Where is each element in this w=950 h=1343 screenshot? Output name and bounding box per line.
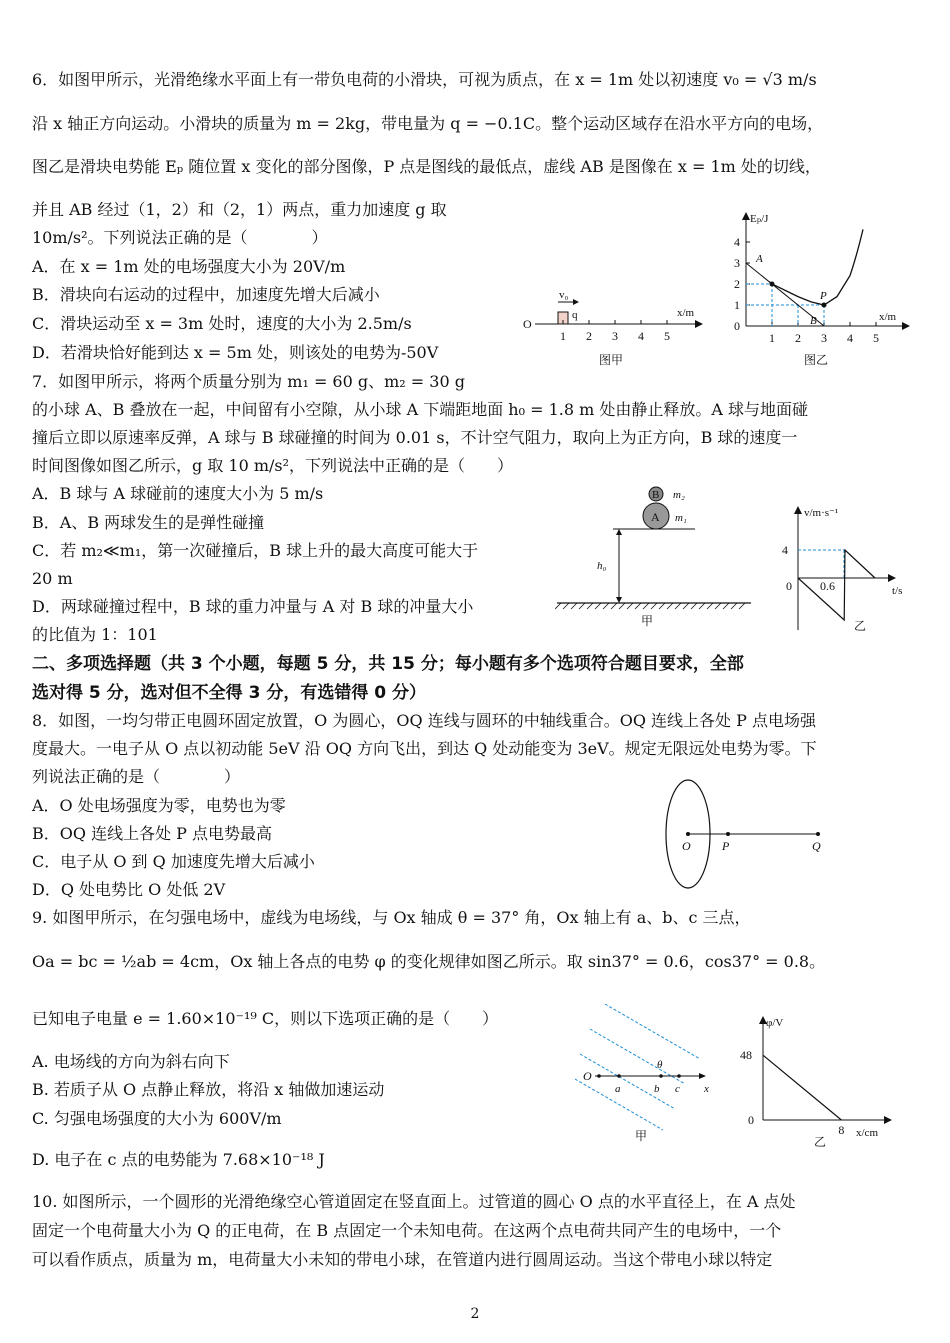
fig7b-xlabel: t/s [892,585,903,597]
fig6b-caption: 图乙 [804,353,829,367]
q6-line-4: 并且 AB 经过（1，2）和（2，1）两点，重力加速度 g 取 [32,200,447,219]
fig6b-xtick-label: 5 [873,331,879,345]
fig6b-point-a [770,282,775,287]
fig9a-theta: θ [657,1059,663,1071]
q10-line-3: 可以看作质点，质量为 m，电荷量大小未知的带电小球，在管道内进行圆周运动。当这个带电小球以特定 [32,1250,773,1269]
fig6-jia [515,284,705,374]
fig9b-origin: 0 [748,1113,754,1127]
q7-option-d-cont: 的比值为 1：101 [32,625,158,644]
fig7a-m2: m₂ [673,489,685,501]
fig7a-ball-b-label: B [652,489,660,501]
fig6b-xlabel: x/m [879,311,897,323]
fig9a-point-b [659,1074,663,1078]
fig9-jia [575,1004,725,1144]
q7-line-4: 时间图像如图乙所示，g 取 10 m/s²，下列说法中正确的是（ ） [32,456,514,475]
fig6b-xtick-label: 1 [769,331,775,345]
fig6b-xtick-label: 4 [847,331,853,345]
q7-line-3: 撞后立即以原速率反弹，A 球与 B 球碰撞的时间为 0.01 s，不计空气阻力，取向上为正方向，B 球的速度一 [32,428,798,447]
q9-option-b: B. 若质子从 O 点静止释放，将沿 x 轴做加速运动 [32,1080,385,1099]
q6-line-2: 沿 x 轴正方向运动。小滑块的质量为 m = 2kg，带电量为 q = −0.1C。整个运动区域存在沿水平方向的电场， [32,114,824,133]
fig9b-caption: 乙 [814,1135,827,1149]
q6-line-3: 图乙是滑块电势能 Eₚ 随位置 x 变化的部分图像，P 点是图线的最低点，虚线 AB 是图像在 x = 1m 处的切线， [32,157,821,176]
fig6a-tick-5: 5 [664,329,670,343]
fig6a-tick-3: 3 [612,329,618,343]
fig7b-v4-label: 4 [782,543,788,557]
fig9a-x-axis-arrow [699,1073,706,1079]
section-2-heading-2: 选对得 5 分，选对但不全得 3 分，有选错得 0 分） [32,683,426,703]
fig9a-label-b: b [654,1083,660,1095]
q7-option-c: C．若 m₂≪m₁，第一次碰撞后，B 球上升的最大高度可能大于 [32,541,479,560]
q10-line-1: 10. 如图所示，一个圆形的光滑绝缘空心管道固定在竖直面上。过管道的圆心 O 点的水平直径上，在 A 点处 [32,1192,796,1211]
fig7a-caption: 甲 [641,614,654,628]
fig7a-h0: h₀ [597,560,607,572]
q7-option-d: D．两球碰撞过程中，B 球的重力冲量与 A 对 B 球的冲量大小 [32,597,474,616]
fig9a-label-x: x [704,1083,709,1095]
q10-line-2: 固定一个电荷量大小为 Q 的正电荷，在 B 点固定一个未知电荷。在这两个点电荷共同产生的电场中，一个 [32,1221,782,1240]
fig9a-caption: 甲 [635,1129,648,1143]
fig9a-label-a: a [615,1083,621,1095]
fig7a-ground-hatch [555,603,745,609]
q8-option-d: D．Q 处电势比 O 处低 2V [32,880,226,899]
q9-line-3: 已知电子电量 e = 1.60×10⁻¹⁹ C，则以下选项正确的是（ ） [32,1009,499,1028]
fig7b-velocity-line [798,550,875,620]
q7-option-b: B．A、B 两球发生的是弹性碰撞 [32,513,265,532]
fig8-ring-diagram [660,778,840,893]
section-2-heading-1: 二、多项选择题（共 3 个小题，每题 5 分，共 15 分；每小题有多个选项符合题目要求，全部 [32,654,744,674]
fig6a-axis-label: x/m [677,307,695,319]
fig8-point-q [816,832,820,836]
fig6a-ticks [563,320,667,324]
fig6a-axis-arrow [695,320,703,328]
q6-line-5: 10m/s²。下列说法正确的是（ ） [32,228,328,247]
fig9b-y48-label: 48 [740,1048,752,1063]
q6-option-b: B．滑块向右运动的过程中，加速度先增大后减小 [32,285,380,304]
fig6b-xtick-label: 2 [795,331,801,345]
fig6b-ylabel: Eₚ/J [750,213,769,225]
fig9a-label-o: O [583,1069,592,1083]
q9-line-1: 9. 如图甲所示，在匀强电场中，虚线为电场线，与 Ox 轴成 θ = 37° 角，Ox 轴上有 a、b、c 三点， [32,908,751,927]
q6-line-1: 6．如图甲所示，光滑绝缘水平面上有一带负电荷的小滑块，可视为质点，在 x = 1m 处以初速度 v₀ = √3 m/s [32,70,817,89]
q7-line-1: 7．如图甲所示，将两个质量分别为 m₁ = 60 g、m₂ = 30 g [32,372,465,391]
fig9a-point-c [677,1074,681,1078]
q9-option-c: C. 匀强电场强度的大小为 600V/m [32,1109,282,1128]
fig8-point-p [726,832,730,836]
fig6b-origin: 0 [734,319,740,333]
fig8-label-p: P [722,839,730,853]
fig9a-field-lines [575,1004,700,1130]
fig6b-ytick-label: 1 [734,298,740,312]
fig7a-ball-a-label: A [651,510,660,524]
fig6b-xtick-label: 3 [821,331,827,345]
fig9b-potential-line [763,1055,841,1120]
fig9a-point-o [597,1074,601,1078]
fig9-yi-chart [738,1012,908,1152]
fig6a-velocity-arrowhead [573,299,579,305]
q8-option-a: A．O 处电场强度为零，电势也为零 [32,796,286,815]
fig6-yi-chart [722,208,912,373]
fig7b-caption: 乙 [854,619,867,633]
q8-line-1: 8．如图，一均匀带正电圆环固定放置，O 为圆心，OQ 连线与圆环的中轴线重合。OQ 连线上各处 P 点电场强 [32,711,816,730]
fig7a-height-arrow-bottom [616,597,622,603]
fig6b-label-p: P [820,290,827,302]
fig7-jia [555,485,755,635]
fig9b-ylabel: φ/V [766,1017,784,1029]
fig7a-height-arrow-top [616,529,622,535]
fig8-label-q: Q [812,839,821,853]
fig6b-label-b: B [810,315,817,327]
fig7-yi-chart [778,502,918,637]
fig6b-label-a: A [756,253,763,265]
fig7b-ylabel: v/m·s⁻¹ [804,507,839,519]
fig6a-origin: O [523,317,532,331]
fig9b-axes [759,1016,892,1124]
q8-option-b: B．OQ 连线上各处 P 点电势最高 [32,824,273,843]
fig6a-caption: 图甲 [599,353,624,367]
fig6b-ytick-label: 2 [734,277,740,291]
fig9b-x8-label: 8 [838,1123,845,1137]
fig9a-point-a [617,1074,621,1078]
q6-option-d: D．若滑块恰好能到达 x = 5m 处，则该处的电势为-50V [32,343,439,362]
fig6a-tick-1: 1 [560,329,566,343]
q8-option-c: C．电子从 O 到 Q 加速度先增大后减小 [32,852,315,871]
fig6b-point-p [822,303,827,308]
fig9b-xlabel: x/cm [856,1127,878,1139]
fig6b-ytick-label: 3 [734,256,740,270]
q8-line-3: 列说法正确的是（ ） [32,767,241,786]
q9-line-2: Oa = bc = ½ab = 4cm，Ox 轴上各点的电势 φ 的变化规律如图乙所示。取 sin37° = 0.6，cos37° = 0.8。 [32,952,826,971]
fig7a-m1: m₁ [675,512,687,524]
fig6a-q: q [572,309,578,321]
q7-line-2: 的小球 A、B 叠放在一起，中间留有小空隙，从小球 A 下端距地面 h₀ = 1.8 m 处由静止释放。A 球与地面碰 [32,400,809,419]
q7-option-c-cont: 20 m [32,569,73,588]
q8-line-2: 度最大。一电子从 O 点以初动能 5eV 沿 OQ 方向飞出，到达 Q 处动能变为 3eV。规定无限远处电势为零。下 [32,739,817,758]
q6-option-a: A．在 x = 1m 处的电场强度大小为 20V/m [32,257,346,276]
fig7b-origin: 0 [786,579,792,593]
fig8-label-o: O [682,839,691,853]
fig6a-v0: v₀ [559,289,569,301]
fig6a-tick-2: 2 [586,329,592,343]
fig8-point-o [686,832,690,836]
q9-option-d: D. 电子在 c 点的电势能为 7.68×10⁻¹⁸ J [32,1150,325,1169]
q7-option-a: A．B 球与 A 球碰前的速度大小为 5 m/s [32,484,324,503]
page-number: 2 [470,1306,480,1322]
q9-option-a: A. 电场线的方向为斜右向下 [32,1052,230,1071]
fig9a-label-c: c [675,1083,680,1095]
fig6a-tick-4: 4 [638,329,644,343]
fig6b-ytick-label: 4 [734,235,740,249]
q6-option-c: C．滑块运动至 x = 3m 处时，速度的大小为 2.5m/s [32,314,412,333]
fig7b-t06-label: 0.6 [820,579,835,593]
